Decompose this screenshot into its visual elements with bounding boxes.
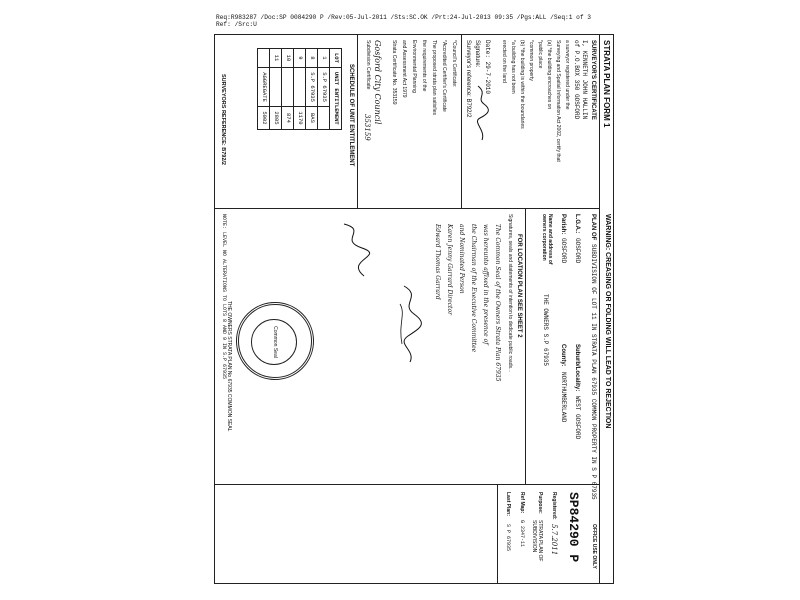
- surveyor-date: Date: 29-7-2010: [484, 40, 491, 95]
- county-value: NORTHUMBERLAND: [560, 372, 567, 423]
- surveyor-reference: Surveyor's reference: B792/2: [465, 40, 471, 118]
- council-certificate-line: Environmental Planning: [411, 40, 417, 93]
- plan-number: SP84290 P: [566, 492, 581, 563]
- parish-label: Parish:: [560, 214, 566, 235]
- table-cell: 8: [306, 49, 318, 68]
- lga-label: L.G.A.:: [574, 214, 580, 234]
- county-label: County:: [560, 344, 566, 367]
- location-plan-note: FOR LOCATION PLAN SEE SHEET 2: [516, 234, 522, 338]
- ref-map-label: Ref Map:: [519, 492, 525, 514]
- document-header-line: Req:R983287 /Doc:SP 0084290 P /Rev:05-Jul-2011 /Sts:SC.OK /Prt:24-Jul-2013 09:35 /Pgs:ALL /Seq:1 of 3: [216, 14, 592, 21]
- table-row: [306, 49, 318, 130]
- locality-label: Suburb/Locality:: [574, 344, 580, 392]
- registered-date: 5.7.2011: [550, 524, 558, 556]
- surveyor-statement-line: Surveying and Spatial Information Act 2002, certify that: [555, 40, 561, 162]
- surveyor-statement-line: *public place: [537, 40, 543, 69]
- table-cell: S.P 67935: [306, 67, 318, 106]
- purpose-value: STRATA PLAN OF SUBDIVISION: [531, 520, 543, 562]
- seal-center: Common Seal: [251, 319, 297, 365]
- council-certificate-line: Strata Certificate No. 353159: [391, 40, 397, 105]
- signature-label: Signature:: [474, 40, 480, 68]
- signature-block-line: the Chairman of the Executive Committee: [470, 224, 477, 353]
- council-certificate-line: *Accredited Certifier's Certificate: [441, 40, 447, 112]
- table-cell: BAS: [306, 107, 318, 130]
- table-cell: [294, 67, 306, 106]
- signature-block-line: was hereunto affixed in the presence of: [482, 224, 489, 345]
- table-row: [294, 49, 306, 130]
- office-rule: [497, 484, 498, 584]
- surveyor-name: I, KENNETH JOHN HALLIN: [581, 40, 588, 120]
- table-cell: 10: [282, 49, 294, 68]
- left-column-divider: [214, 208, 600, 209]
- col-lot: LOT: [330, 49, 342, 68]
- second-signature-image: [334, 220, 374, 280]
- table-cell: S.P 67935: [318, 67, 330, 106]
- footer-note: NOTE: LEVEL NO ALTERATIONS TO LOTS 8 AND 9 IN S.P 67935: [221, 214, 227, 380]
- plan-of-label: PLAN OF: [590, 214, 596, 241]
- office-column-divider: [214, 484, 600, 485]
- signature-block-line: Karen Jenny Garrard Director: [446, 224, 453, 315]
- council-certificate-line: and Assessment Act 1979: [401, 40, 407, 98]
- subdivision-certificate-label: Subdivision Certificate: [365, 40, 371, 90]
- seal-ring-text: THE OWNERS STRATA PLAN No 67935 COMMON SEAL: [226, 301, 232, 432]
- locality-value: WEST GOSFORD: [574, 396, 581, 440]
- surveyor-statement-line: (b) *the building is within the boundaries: [519, 40, 525, 129]
- table-cell: 874: [282, 107, 294, 130]
- table-cell: 1: [318, 49, 330, 68]
- owners-corp-value: THE OWNERS S.P 67935: [542, 294, 549, 367]
- schedule-title: SCHEDULE OF UNIT ENTITLEMENT: [348, 64, 354, 167]
- surveyor-statement-line: (a) *the building encroaches on: [546, 40, 552, 110]
- surveyor-statement-line: *a building has not been: [510, 40, 516, 94]
- last-plan-value: S P 67935: [505, 524, 511, 552]
- title-rule: [599, 34, 600, 584]
- table-cell: [318, 107, 330, 130]
- table-row: [282, 49, 294, 130]
- surveyor-certificate-heading: SURVEYOR'S CERTIFICATE: [590, 40, 596, 120]
- surveyor-statement-line: erected on the land: [501, 40, 507, 83]
- table-cell: 1170: [294, 107, 306, 130]
- signature-block-line: Edward Thomas Garrard: [434, 224, 441, 300]
- council-certificate-line: The proposed strata plan satisfies: [431, 40, 437, 116]
- common-seal-image: [226, 301, 314, 432]
- signatures-note: Signatures, seals and statements of intention to dedicate public roads...: [507, 214, 513, 373]
- plan-of-value: SUBDIVISION OF LOT 11 IN STRATA PLAN 67935 COMMON PROPERTY IN S P 67935: [590, 244, 597, 500]
- last-plan-label: Last Plan:: [505, 492, 511, 516]
- table-cell: [270, 67, 282, 106]
- form-title: STRATA PLAN FORM 1: [602, 40, 611, 128]
- table-row: [318, 49, 330, 130]
- table-row: [270, 49, 282, 130]
- document-ref-line: Ref: /Src:U: [216, 21, 257, 28]
- handwritten-signature-image: [396, 284, 424, 364]
- owners-corp-label: Name and address of owners corporation: [541, 214, 553, 265]
- table-cell: 11: [270, 49, 282, 68]
- unit-entitlement-table: [257, 48, 342, 130]
- table-cell: AGGREGATE: [258, 67, 270, 106]
- table-cell: 2805: [270, 107, 282, 130]
- purpose-label: Purpose:: [537, 492, 543, 514]
- surveyor-firm: of P.O.BOX 350 GOSFORD: [573, 40, 580, 120]
- registered-label: Registered:: [551, 492, 557, 520]
- table-cell: 9: [294, 49, 306, 68]
- col-entitlement: UNIT ENTITLEMENT: [330, 67, 342, 129]
- details-rule: [525, 208, 526, 484]
- strata-plan-sheet: [214, 34, 614, 584]
- council-name: Gosford City Council: [373, 40, 382, 125]
- signature-block-line: and Nominated Person: [458, 224, 465, 294]
- subdivision-certificate-number: 353159: [363, 114, 371, 141]
- council-rule: [357, 34, 358, 208]
- council-certificate-line: the requirements of the: [421, 40, 427, 92]
- surveyor-statement-line: *common property: [528, 40, 534, 81]
- table-cell: [258, 49, 270, 68]
- table-row: [258, 49, 270, 130]
- parish-value: GOSFORD: [560, 238, 567, 264]
- office-use-label: OFFICE USE ONLY: [591, 524, 597, 569]
- rotated-form: [214, 34, 614, 584]
- lga-value: GOSFORD: [574, 238, 581, 264]
- table-cell: 5002: [258, 107, 270, 130]
- ref-map-value: G 2347-11: [519, 520, 525, 548]
- surveyor-statement-line: a surveyor registered under the: [564, 40, 570, 110]
- signature-block-line: The Common Seal of the Owners Strata Plan 67935: [494, 224, 501, 382]
- cert-rule: [461, 34, 462, 208]
- surveyors-reference-bottom: SURVEYORS REFERENCE: B792/2: [220, 74, 226, 165]
- council-certificate-line: *Council's Certificate:: [451, 40, 457, 88]
- table-cell: [282, 67, 294, 106]
- surveyor-signature-image: [474, 84, 490, 144]
- warning-text: WARNING: CREASING OR FOLDING WILL LEAD TO REJECTION: [604, 214, 611, 429]
